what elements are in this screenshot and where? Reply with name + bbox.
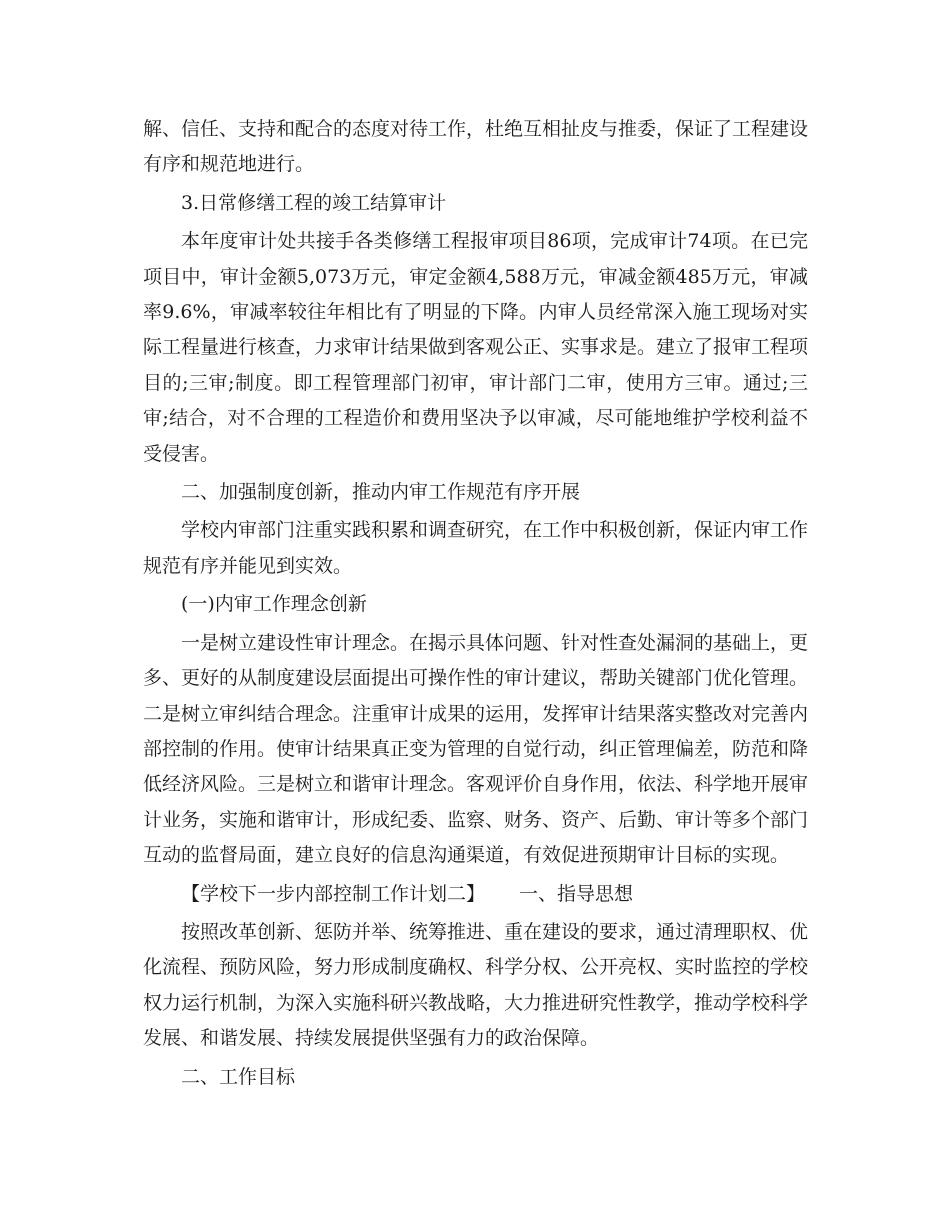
plan-heading-line — [143, 877, 808, 912]
section-heading-work-goals: 二、工作目标 — [181, 1065, 296, 1088]
paragraph-audit-concepts: 一是树立建设性审计理念。在揭示具体问题、针对性查处漏洞的基础上，更多、更好的从制度建设层面提出可操作性的审计建议，帮助关键部门优化管理。二是树立审纠结合理念。注重审计成果的运用，发挥审计结果落实整改对完善内部控制的作用。使审计结果真正变为管理的自觉行动，纠正管理偏差，防范和降低经济风险。三是树立和谐审计理念。客观评价自身作用，依法、科学地开展审计业务，实施和谐审计，形成纪委、监察、财务、资产、后勤、审计等多个部门互动的监督局面，建立良好的信息沟通渠道，有效促进预期审计目标的实现。 — [143, 631, 809, 867]
document-body — [143, 112, 808, 1095]
paragraph-innovation-intro: 学校内审部门注重实践积累和调查研究，在工作中积极创新，保证内审工作规范有序并能见到实效。 — [143, 519, 809, 577]
paragraph-guiding-ideology: 按照改革创新、惩防并举、统筹推进、重在建设的要求，通过清理职权、优化流程、预防风险，努力形成制度确权、科学分权、公开亮权、实时监控的学校权力运行机制，为深入实施科研兴教战略，大力推进研究性教学，推动学校科学发展、和谐发展、持续发展提供坚强有力的政治保障。 — [143, 920, 809, 1050]
section-heading-concept-innovation: (一)内审工作理念创新 — [181, 593, 367, 616]
paragraph-continuation: 解、信任、支持和配合的态度对待工作，杜绝互相扯皮与推委，保证了工程建设有序和规范地进行。 — [143, 118, 809, 176]
section-heading-system-innovation: 二、加强制度创新，推动内审工作规范有序开展 — [181, 481, 581, 504]
plan-subheading: 一、指导思想 — [519, 882, 634, 905]
plan-heading: 【学校下一步内部控制工作计划二】 — [181, 882, 486, 905]
paragraph-repair-audit: 本年度审计处共接手各类修缮工程报审项目86项，完成审计74项。在已完项目中，审计金额5,073万元，审定金额4,588万元，审减金额485万元，审减率9.6%，审减率较往年相比有了明显的下降。内审人员经常深入施工现场对实际工程量进行核查，力求审计结果做到客观公正、实事求是。建立了报审工程项目的;三审;制度。即工程管理部门初审，审计部门二审，使用方三审。通过;三审;结合，对不合理的工程造价和费用坚决予以审减，尽可能地维护学校利益不受侵害。 — [143, 230, 809, 465]
section-heading-final-audit: 3.日常修缮工程的竣工结算审计 — [181, 191, 447, 214]
